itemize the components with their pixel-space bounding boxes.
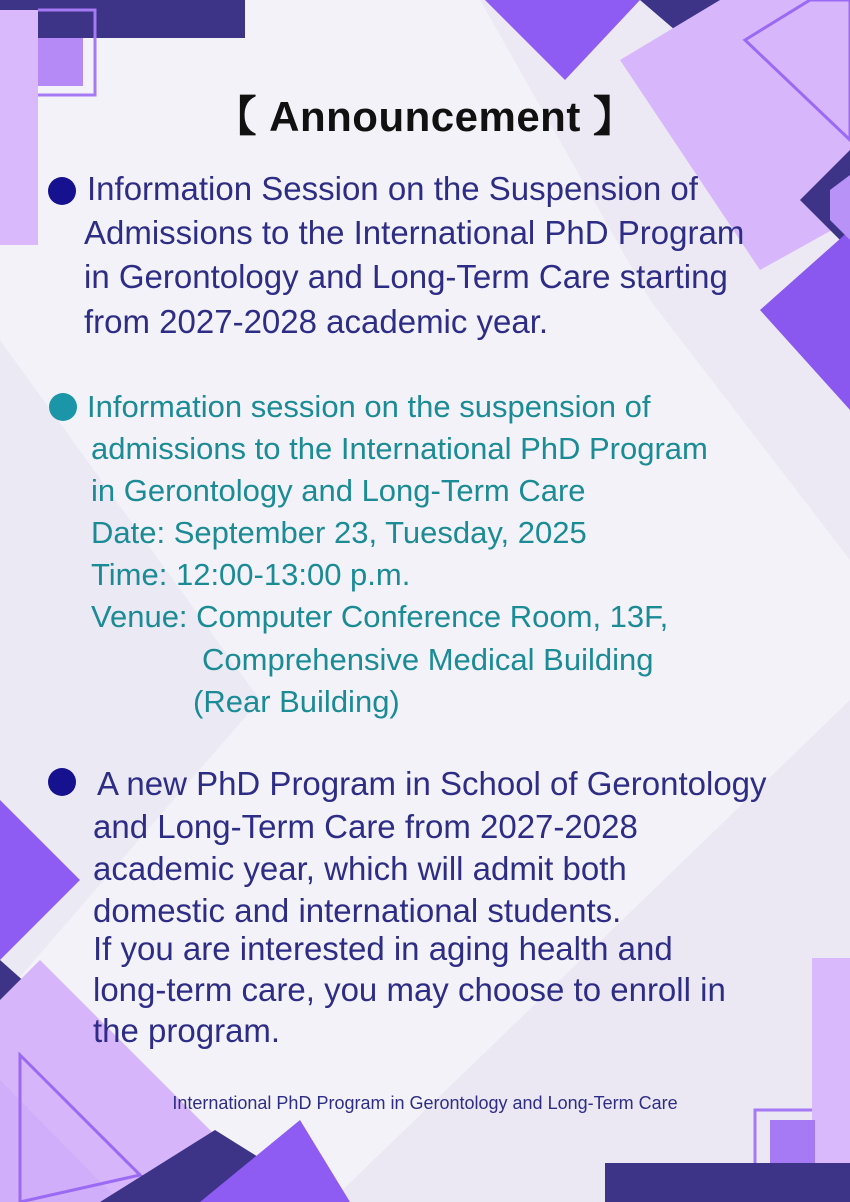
section1-line: from 2027-2028 academic year. xyxy=(84,303,549,340)
section1-line: in Gerontology and Long-Term Care starting xyxy=(84,258,728,295)
section3-line: If you are interested in aging health and xyxy=(93,930,673,967)
section1-line: Admissions to the International PhD Program xyxy=(84,214,745,251)
section3-line: and Long-Term Care from 2027-2028 xyxy=(93,808,638,845)
session-venue: Venue: Computer Conference Room, 13F, xyxy=(91,599,669,634)
session-venue-line2: Comprehensive Medical Building xyxy=(202,642,654,677)
page-title: 【 Announcement 】 xyxy=(214,93,636,140)
section2-line: in Gerontology and Long-Term Care xyxy=(91,473,586,508)
section2-line: Information session on the suspension of xyxy=(87,389,651,424)
session-time: Time: 12:00-13:00 p.m. xyxy=(91,557,411,592)
section3-line: long-term care, you may choose to enroll in xyxy=(93,971,726,1008)
section3-line: academic year, which will admit both xyxy=(93,850,627,887)
session-venue-line3: (Rear Building) xyxy=(193,684,400,719)
section3-line: A new PhD Program in School of Gerontology xyxy=(97,765,767,802)
session-date: Date: September 23, Tuesday, 2025 xyxy=(91,515,587,550)
section1-line: Information Session on the Suspension of xyxy=(87,170,698,207)
section3-line: domestic and international students. xyxy=(93,892,622,929)
bullet-icon xyxy=(49,393,77,421)
footer-program-name: International PhD Program in Gerontology and Long-Term Care xyxy=(172,1093,678,1113)
section3-line: the program. xyxy=(93,1012,281,1049)
bullet-icon xyxy=(48,768,76,796)
section2-line: admissions to the International PhD Program xyxy=(91,431,708,466)
bullet-icon xyxy=(48,177,76,205)
